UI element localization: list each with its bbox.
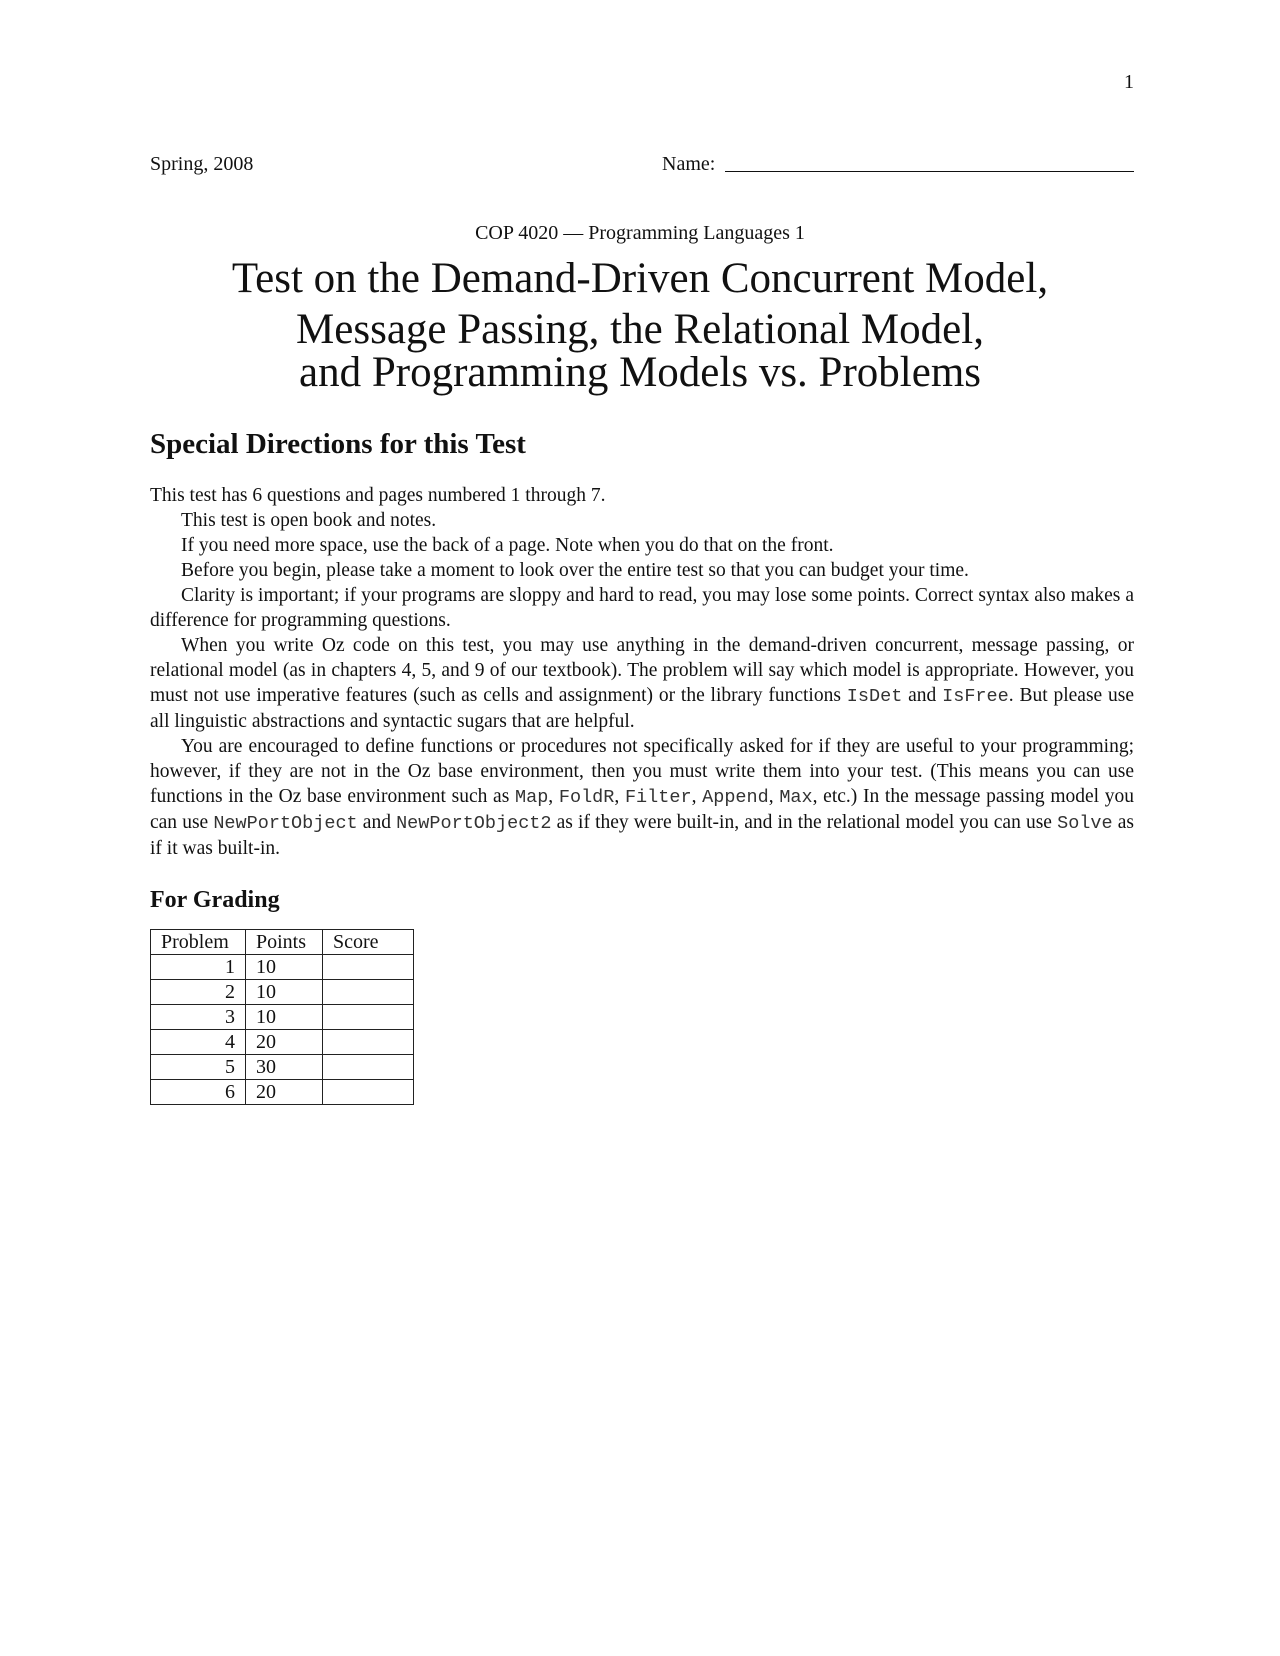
code-filter: Filter — [624, 787, 692, 808]
code-newportobject: NewPortObject — [213, 813, 358, 834]
directions-body — [150, 483, 1134, 861]
direction-paragraph-2: This test is open book and notes. — [181, 510, 437, 531]
problem-number: 4 — [151, 1030, 246, 1055]
text-segment: as if it was built-in. — [150, 812, 1134, 859]
text-segment: and — [357, 812, 397, 833]
score-cell[interactable] — [323, 1005, 414, 1030]
score-cell[interactable] — [323, 1055, 414, 1080]
code-solve: Solve — [1057, 813, 1113, 834]
problem-points: 20 — [246, 1030, 323, 1055]
table-row — [151, 1055, 414, 1080]
text-segment: and — [902, 685, 943, 706]
text-segment: You are encouraged to define functions or procedures not specifically asked for if they are useful to your programming; however, if they are not in the Oz base environment, then you must write them into your test. (This means you can use functions in the Oz base environment such as — [150, 736, 1134, 807]
code-isfree: IsFree — [942, 686, 1009, 707]
test-title-line-1: Test on the Demand-Driven Concurrent Model, — [231, 255, 1049, 302]
problem-points: 10 — [246, 955, 323, 980]
text-segment: , etc.) In the message passing model you can use — [150, 786, 1135, 833]
course-title: COP 4020 — Programming Languages 1 — [475, 222, 805, 244]
problem-points: 30 — [246, 1055, 323, 1080]
test-title-line-3: and Programming Models vs. Problems — [299, 349, 981, 396]
problem-number: 5 — [151, 1055, 246, 1080]
problem-number: 3 — [151, 1005, 246, 1030]
text-segment: When you write Oz code on this test, you may use anything in the demand-driven concurrent, message passing, or relational model (as in chapters 4, 5, and 9 of our textbook). The problem will say which model is appropriate. However, you must not use imperative features (such as cells and assignment) or the library functions — [150, 635, 1134, 706]
code-foldr: FoldR — [558, 787, 615, 808]
problem-number: 2 — [151, 980, 246, 1005]
score-cell[interactable] — [323, 980, 414, 1005]
direction-paragraph-6 — [150, 633, 1134, 734]
code-newportobject2: NewPortObject2 — [396, 813, 552, 834]
problem-number: 6 — [151, 1080, 246, 1105]
direction-paragraph-4: Before you begin, please take a moment to look over the entire test so that you can budget your time. — [181, 560, 969, 581]
text-segment: , — [548, 786, 559, 807]
test-title-line-2: Message Passing, the Relational Model, — [296, 306, 984, 353]
direction-paragraph-3: If you need more space, use the back of a page. Note when you do that on the front. — [181, 535, 834, 556]
score-cell[interactable] — [323, 1080, 414, 1105]
grading-header-row — [151, 930, 414, 955]
table-row — [151, 1005, 414, 1030]
code-isdet: IsDet — [846, 686, 903, 707]
directions-heading: Special Directions for this Test — [150, 428, 526, 460]
direction-paragraph-5: Clarity is important; if your programs are sloppy and hard to read, you may lose some points. Correct syntax also makes a difference for programming questions. — [150, 585, 1134, 631]
semester-label: Spring, 2008 — [150, 153, 254, 175]
column-header-points: Points — [246, 930, 323, 955]
problem-points: 10 — [246, 980, 323, 1005]
table-row — [151, 1080, 414, 1105]
code-map: Map — [514, 787, 549, 808]
column-header-problem: Problem — [151, 930, 246, 955]
column-header-score: Score — [323, 930, 414, 955]
text-segment: , — [768, 786, 780, 807]
score-cell[interactable] — [323, 1030, 414, 1055]
table-row — [151, 955, 414, 980]
text-segment: . But please use all linguistic abstractions and syntactic sugars that are helpful. — [150, 685, 1135, 732]
direction-paragraph-1: This test has 6 questions and pages numbered 1 through 7. — [150, 485, 606, 506]
text-segment: , — [614, 786, 625, 807]
problem-points: 10 — [246, 1005, 323, 1030]
name-label: Name: — [662, 153, 716, 175]
page-number: 1 — [1124, 71, 1134, 93]
problem-number: 1 — [151, 955, 246, 980]
test-title-continued — [0, 308, 1280, 394]
text-segment: , — [691, 786, 703, 807]
table-row — [151, 1030, 414, 1055]
problem-points: 20 — [246, 1080, 323, 1105]
grading-table — [150, 929, 414, 1105]
code-append: Append — [702, 787, 769, 808]
text-segment: as if they were built-in, and in the relational model you can use — [551, 812, 1058, 833]
table-row — [151, 980, 414, 1005]
code-max: Max — [779, 787, 813, 808]
name-field-line[interactable] — [725, 171, 1134, 172]
score-cell[interactable] — [323, 955, 414, 980]
grading-heading: For Grading — [150, 887, 280, 913]
direction-paragraph-7 — [150, 734, 1134, 861]
